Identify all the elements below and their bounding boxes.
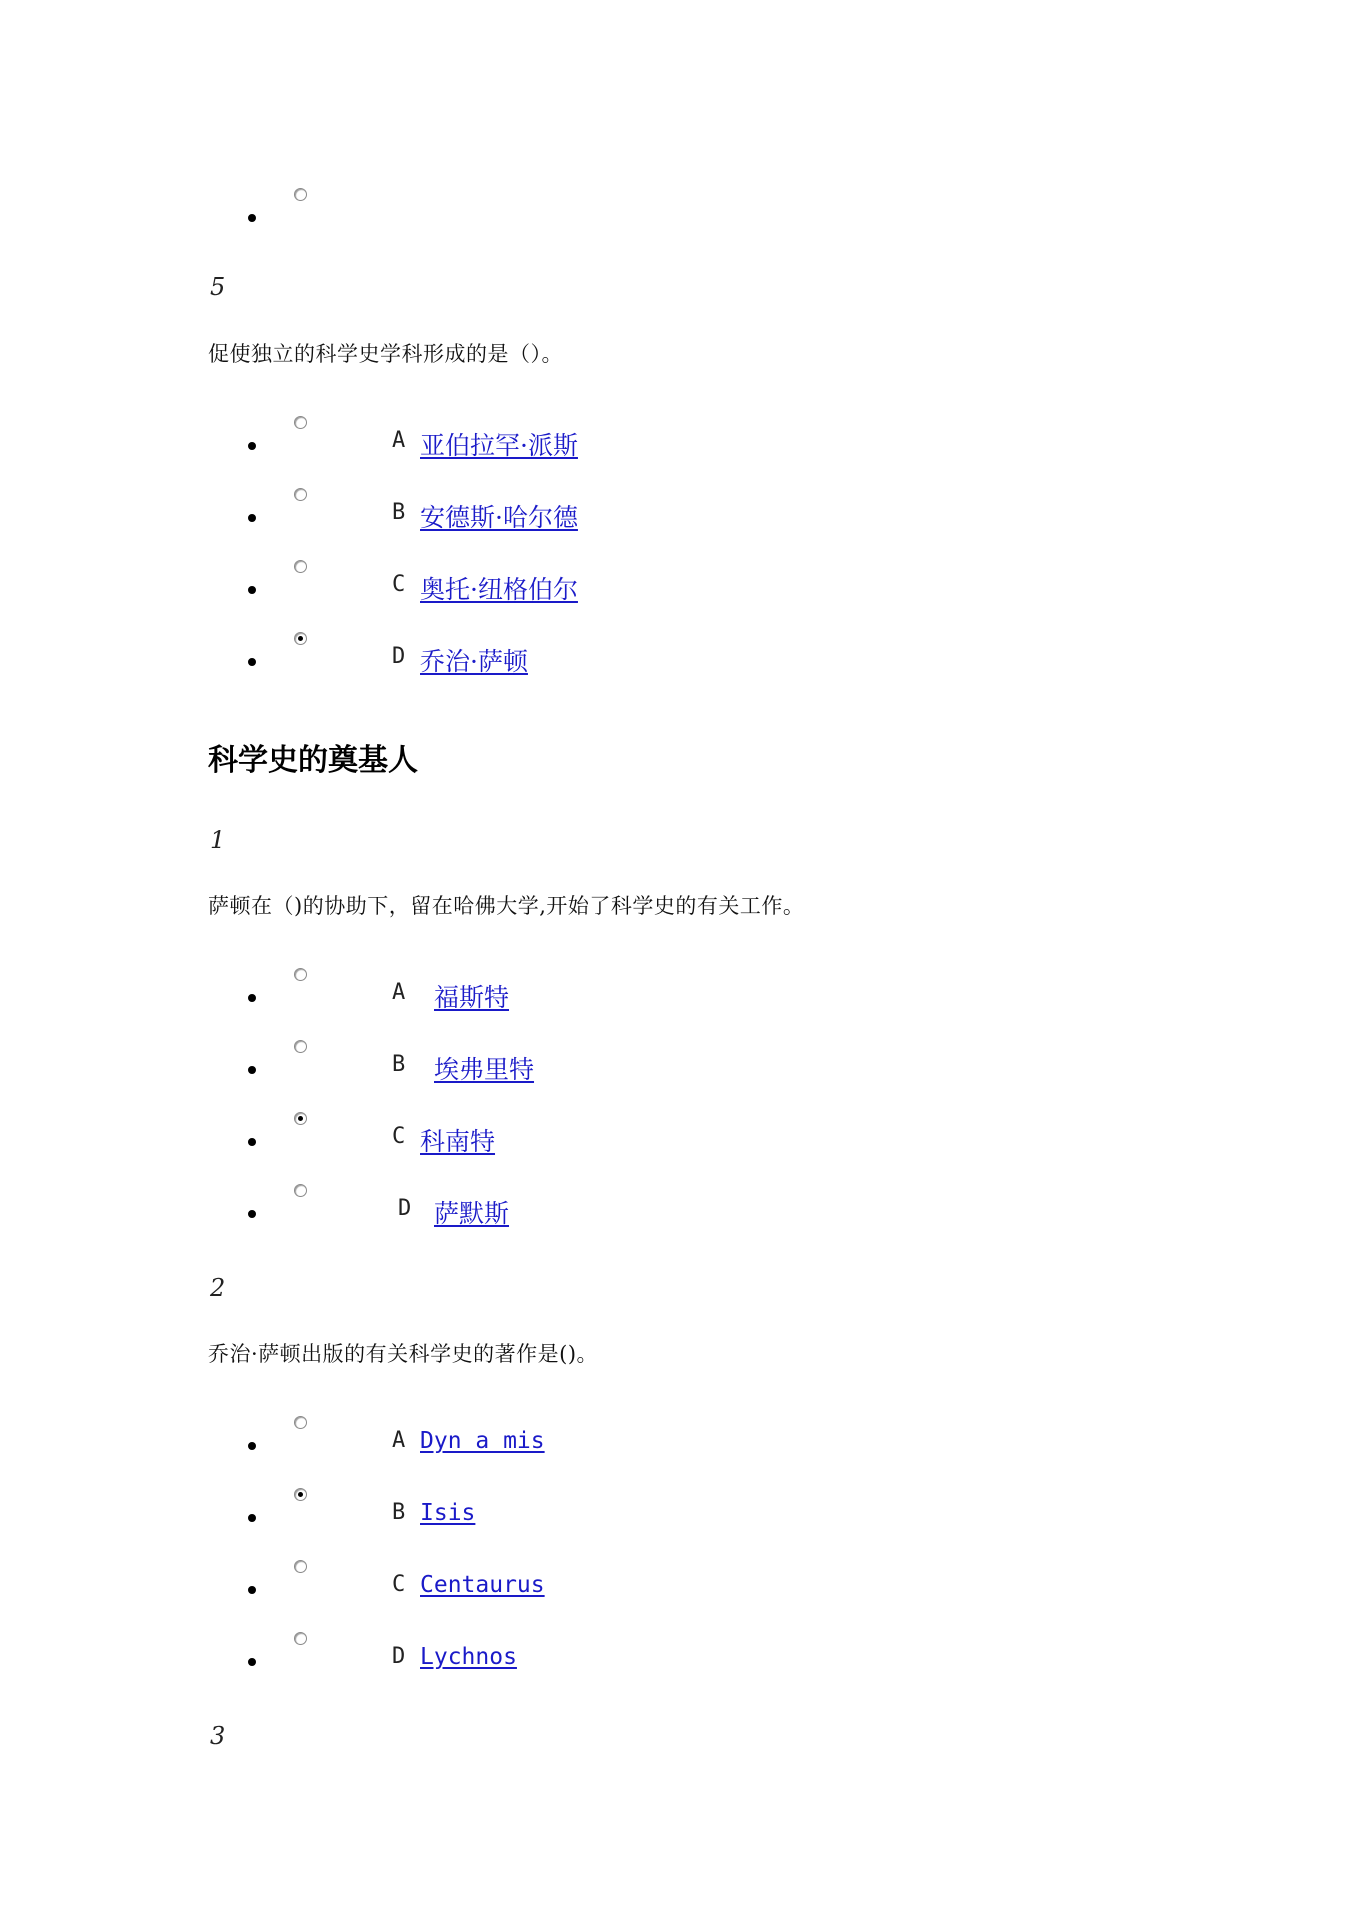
option-d bbox=[0, 1644, 1360, 1684]
option-c bbox=[0, 1124, 1360, 1164]
option-b bbox=[0, 1052, 1360, 1092]
radio-button[interactable] bbox=[294, 1560, 307, 1573]
radio-button[interactable] bbox=[294, 188, 307, 201]
bullet bbox=[248, 1514, 256, 1522]
option-c bbox=[0, 1572, 1360, 1612]
option-link[interactable]: Centaurus bbox=[420, 1572, 545, 1598]
option-letter: D bbox=[398, 1196, 412, 1221]
bullet bbox=[248, 1442, 256, 1450]
bullet bbox=[248, 442, 256, 450]
radio-button[interactable] bbox=[294, 1416, 307, 1429]
bullet bbox=[248, 514, 256, 522]
option-letter: B bbox=[392, 500, 406, 525]
bullet bbox=[248, 658, 256, 666]
option-letter: C bbox=[392, 1572, 406, 1597]
option-link[interactable]: Lychnos bbox=[420, 1644, 517, 1670]
bullet bbox=[248, 1658, 256, 1666]
option-link[interactable]: Dyn a mis bbox=[420, 1428, 545, 1454]
question-text: 促使独立的科学史学科形成的是（）。 bbox=[208, 342, 563, 366]
option-d bbox=[0, 644, 1360, 684]
option-d bbox=[0, 1196, 1360, 1236]
question-number: 5 bbox=[210, 273, 226, 301]
option-letter: C bbox=[392, 572, 406, 597]
bullet bbox=[248, 994, 256, 1002]
option-b bbox=[0, 1500, 1360, 1540]
option-link[interactable]: 奥托·纽格伯尔 bbox=[420, 575, 578, 604]
radio-button[interactable] bbox=[294, 488, 307, 501]
radio-button[interactable] bbox=[294, 560, 307, 573]
radio-button[interactable] bbox=[294, 968, 307, 981]
option-link[interactable]: 埃弗里特 bbox=[434, 1055, 535, 1084]
option-link[interactable]: 安德斯·哈尔德 bbox=[420, 503, 578, 532]
option-link[interactable]: 乔治·萨顿 bbox=[420, 647, 528, 676]
option-link[interactable]: Isis bbox=[420, 1500, 476, 1526]
bullet bbox=[248, 1210, 256, 1218]
option-b bbox=[0, 500, 1360, 540]
radio-button[interactable] bbox=[294, 1632, 307, 1645]
radio-button-selected[interactable] bbox=[294, 632, 307, 645]
option-c bbox=[0, 572, 1360, 612]
option-letter: D bbox=[392, 644, 406, 669]
option-a bbox=[0, 1428, 1360, 1468]
bullet bbox=[248, 1586, 256, 1594]
option-letter: A bbox=[392, 1428, 406, 1453]
option-letter: B bbox=[392, 1500, 406, 1525]
question-number: 2 bbox=[210, 1274, 226, 1302]
option-link[interactable]: 福斯特 bbox=[434, 983, 510, 1012]
list-item bbox=[0, 200, 1360, 240]
bullet bbox=[248, 1138, 256, 1146]
radio-button[interactable] bbox=[294, 1184, 307, 1197]
radio-button[interactable] bbox=[294, 416, 307, 429]
question-number: 3 bbox=[210, 1722, 226, 1750]
option-letter: A bbox=[392, 980, 406, 1005]
option-link[interactable]: 亚伯拉罕·派斯 bbox=[420, 431, 578, 460]
bullet bbox=[248, 586, 256, 594]
option-letter: D bbox=[392, 1644, 406, 1669]
radio-button-selected[interactable] bbox=[294, 1488, 307, 1501]
section-title: 科学史的奠基人 bbox=[208, 743, 418, 778]
option-link[interactable]: 萨默斯 bbox=[434, 1199, 510, 1228]
bullet bbox=[248, 1066, 256, 1074]
radio-button[interactable] bbox=[294, 1040, 307, 1053]
option-letter: A bbox=[392, 428, 406, 453]
option-letter: B bbox=[392, 1052, 406, 1077]
question-text: 乔治·萨顿出版的有关科学史的著作是()。 bbox=[208, 1342, 599, 1366]
bullet bbox=[248, 214, 256, 222]
question-text: 萨顿在（)的协助下，留在哈佛大学,开始了科学史的有关工作。 bbox=[208, 894, 805, 918]
option-letter: C bbox=[392, 1124, 406, 1149]
option-a bbox=[0, 428, 1360, 468]
option-a bbox=[0, 980, 1360, 1020]
question-number: 1 bbox=[210, 826, 226, 854]
option-link[interactable]: 科南特 bbox=[420, 1127, 496, 1156]
radio-button-selected[interactable] bbox=[294, 1112, 307, 1125]
